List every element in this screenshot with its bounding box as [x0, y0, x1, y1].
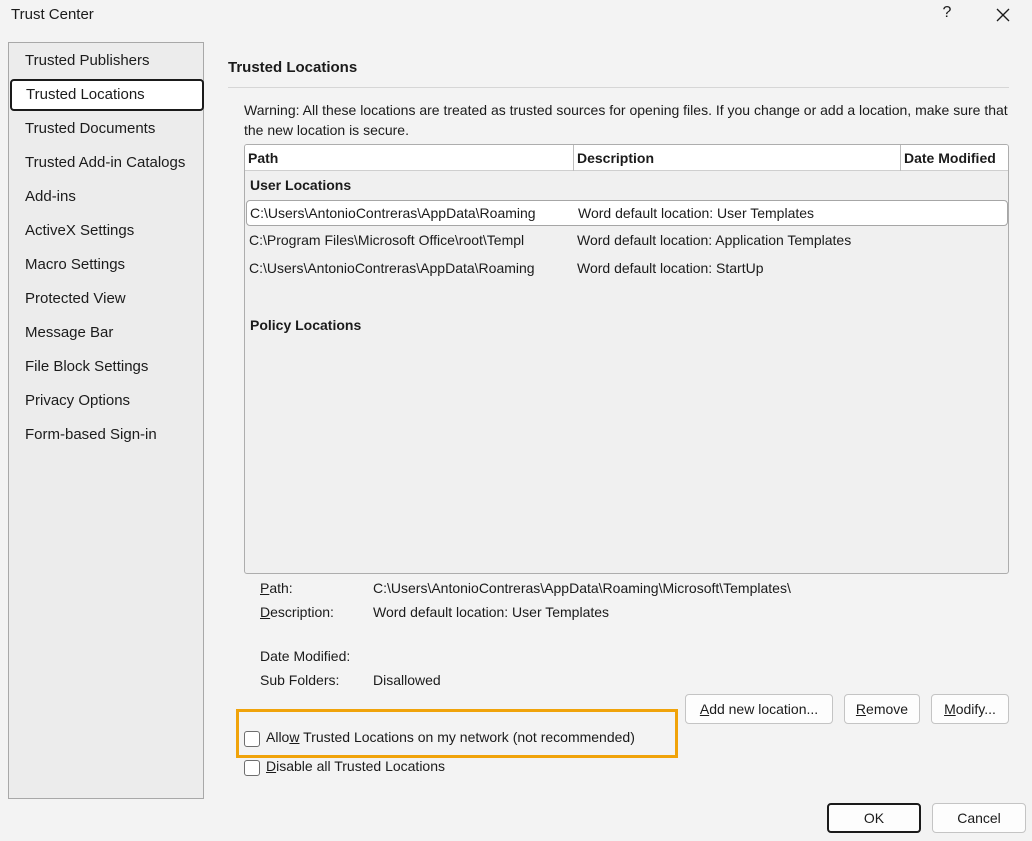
- disable-all-checkbox-box[interactable]: [244, 760, 260, 776]
- add-new-location-button[interactable]: Add new location...: [685, 694, 833, 724]
- close-button[interactable]: [990, 3, 1016, 27]
- modify-button[interactable]: Modify...: [931, 694, 1009, 724]
- sidebar-item-trusted-locations[interactable]: Trusted Locations: [10, 79, 204, 111]
- section-divider: [228, 87, 1009, 88]
- disable-all-label: Disable all Trusted Locations: [266, 758, 445, 774]
- close-icon: [990, 3, 1016, 27]
- group-policy-locations: Policy Locations: [250, 317, 362, 333]
- title-bar: [0, 0, 1032, 30]
- disable-all-locations-checkbox[interactable]: [244, 757, 464, 779]
- sidebar-item-trusted-documents[interactable]: Trusted Documents: [25, 120, 156, 137]
- description-value: Word default location: User Templates: [373, 604, 610, 620]
- sidebar-item-protected-view[interactable]: Protected View: [25, 290, 126, 307]
- ok-button[interactable]: OK: [827, 803, 921, 833]
- sidebar-item-trusted-add-in-catalogs[interactable]: Trusted Add-in Catalogs: [25, 154, 186, 171]
- window-title: Trust Center: [11, 6, 94, 23]
- row-description: Word default location: Application Templates: [577, 232, 852, 248]
- sub-folders-value: Disallowed: [373, 672, 441, 688]
- table-header: [245, 145, 1008, 171]
- description-label: Description:: [260, 604, 334, 620]
- row-description: Word default location: User Templates: [578, 205, 815, 221]
- sub-folders-label: Sub Folders:: [260, 672, 340, 688]
- section-title: Trusted Locations: [228, 59, 358, 76]
- allow-network-label: Allow Trusted Locations on my network (not recommended): [266, 729, 635, 745]
- sidebar: [8, 42, 204, 799]
- path-label: Path:: [260, 580, 293, 596]
- row-path: C:\Users\AntonioContreras\AppData\Roaming: [250, 205, 536, 221]
- row-path: C:\Program Files\Microsoft Office\root\Templ: [249, 232, 525, 248]
- date-modified-label: Date Modified:: [260, 648, 351, 664]
- column-header-date-modified[interactable]: Date Modified: [904, 150, 996, 166]
- allow-network-locations-checkbox[interactable]: [244, 728, 669, 750]
- sidebar-item-macro-settings[interactable]: Macro Settings: [25, 256, 126, 273]
- sidebar-item-add-ins[interactable]: Add-ins: [25, 188, 76, 205]
- table-row[interactable]: [246, 228, 1008, 254]
- sidebar-item-trusted-publishers[interactable]: Trusted Publishers: [25, 52, 150, 69]
- remove-button[interactable]: Remove: [844, 694, 920, 724]
- sidebar-item-form-based-sign-in[interactable]: Form-based Sign-in: [25, 426, 157, 443]
- sidebar-item-message-bar[interactable]: Message Bar: [25, 324, 114, 341]
- row-path: C:\Users\AntonioContreras\AppData\Roaming: [249, 260, 535, 276]
- row-description: Word default location: StartUp: [577, 260, 764, 276]
- column-header-description[interactable]: Description: [574, 145, 901, 171]
- cancel-button[interactable]: Cancel: [932, 803, 1026, 833]
- help-button[interactable]: ?: [942, 4, 952, 21]
- table-row[interactable]: [246, 200, 1008, 226]
- allow-network-checkbox-box[interactable]: [244, 731, 260, 747]
- sidebar-item-privacy-options[interactable]: Privacy Options: [25, 392, 131, 409]
- path-value: C:\Users\AntonioContreras\AppData\Roaming\Microsoft\Templates\: [373, 580, 791, 596]
- locations-table[interactable]: [244, 144, 1009, 574]
- table-row[interactable]: [246, 256, 1008, 282]
- column-header-path[interactable]: Path: [245, 145, 574, 171]
- sidebar-item-file-block-settings[interactable]: File Block Settings: [25, 358, 149, 375]
- group-user-locations: User Locations: [250, 177, 352, 193]
- sidebar-item-activex-settings[interactable]: ActiveX Settings: [25, 222, 135, 239]
- warning-text: Warning: All these locations are treated as trusted sources for opening files. If you change or add a location, make sure that the new location is secure.: [244, 102, 1008, 138]
